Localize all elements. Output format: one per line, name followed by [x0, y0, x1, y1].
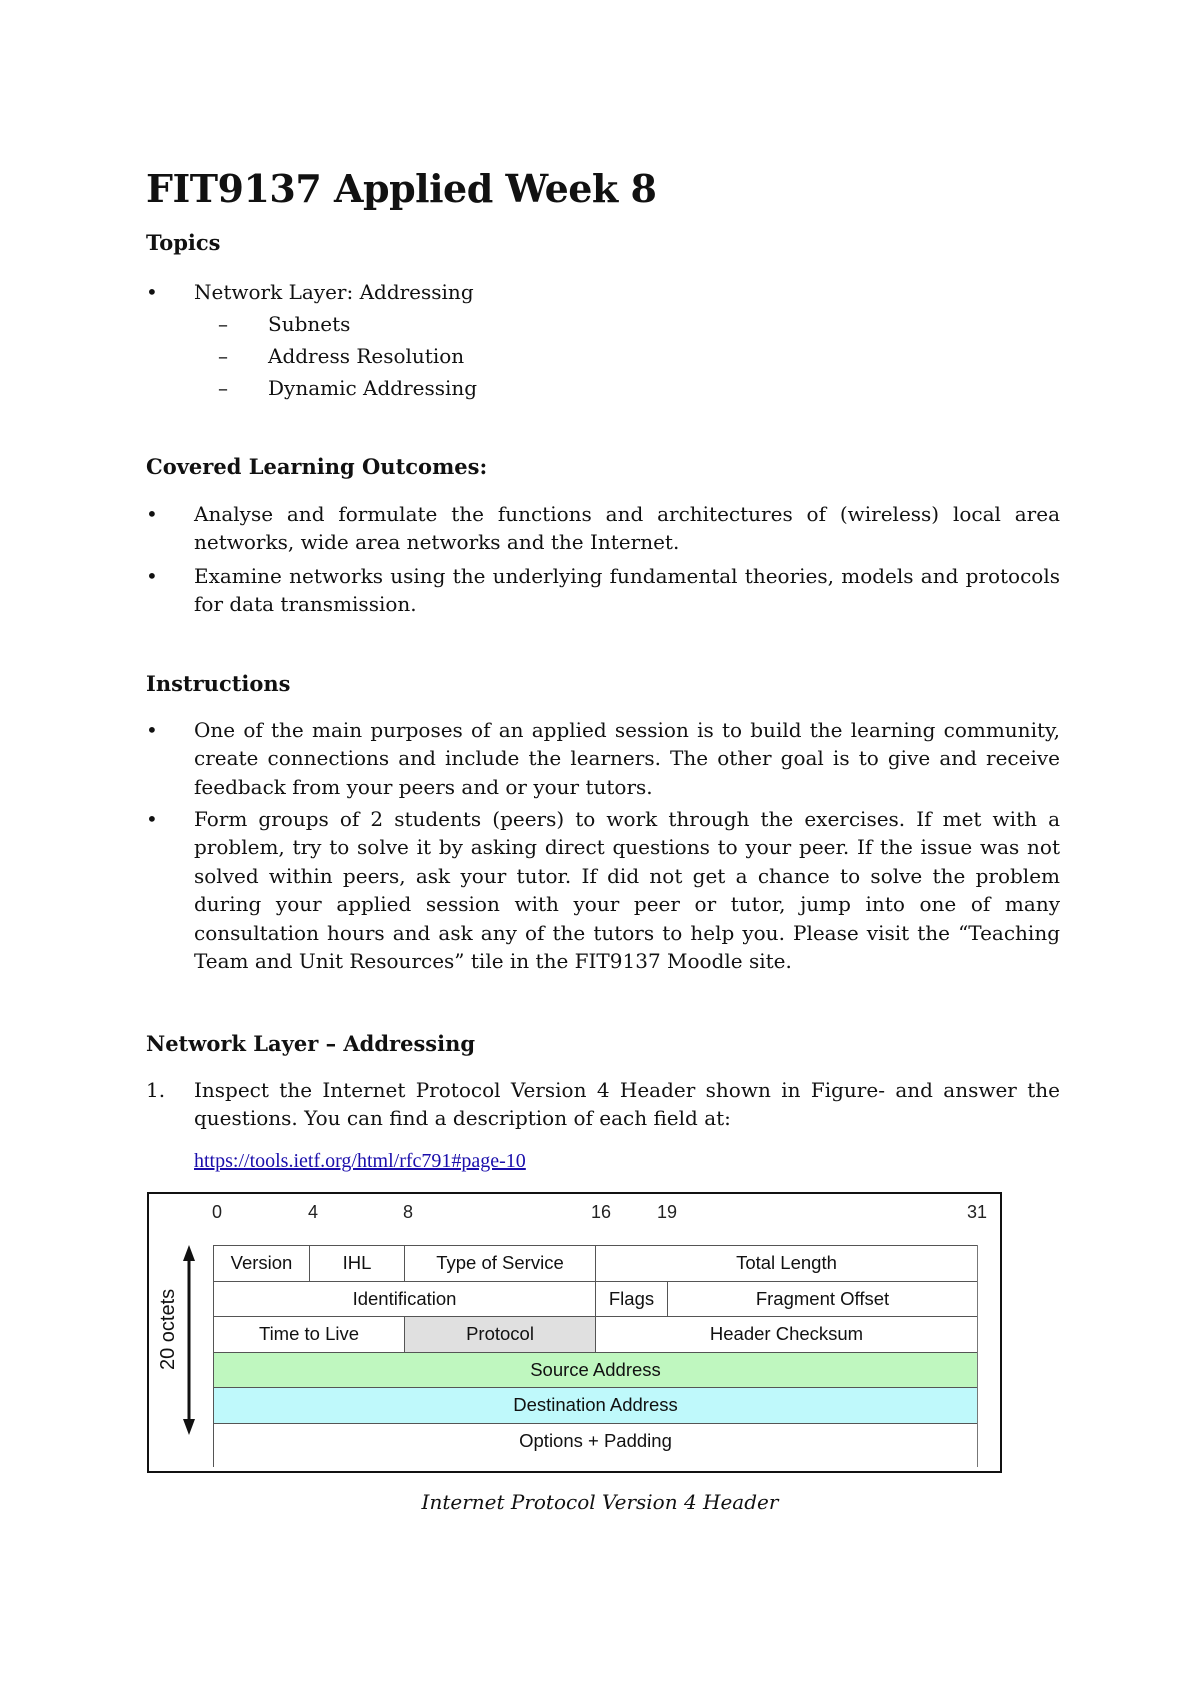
bit-label: 16: [591, 1202, 612, 1222]
instructions-heading: Instructions: [146, 671, 291, 696]
header-row: [214, 1316, 977, 1352]
header-field-grid: [213, 1245, 978, 1467]
header-row: [214, 1387, 977, 1423]
topic-item: • Network Layer: Addressing: [146, 280, 474, 304]
bit-label: 4: [308, 1202, 319, 1222]
topic-subitem: – Subnets: [218, 312, 351, 336]
field-source-address: Source Address: [530, 1358, 661, 1380]
bit-label: 31: [967, 1202, 988, 1222]
field-ihl: IHL: [309, 1246, 404, 1281]
bit-label: 8: [403, 1202, 414, 1222]
learning-outcomes-heading: Covered Learning Outcomes:: [146, 454, 488, 479]
field-protocol: Protocol: [404, 1317, 595, 1352]
field-identification: Identification: [352, 1287, 457, 1309]
field-destination-address: Destination Address: [513, 1394, 678, 1416]
header-row: [214, 1281, 977, 1317]
topics-heading: Topics: [146, 230, 221, 255]
question-number: 1.: [146, 1078, 166, 1102]
header-row: [214, 1423, 977, 1467]
field-header-checksum: Header Checksum: [595, 1317, 977, 1352]
rfc791-link[interactable]: https://tools.ietf.org/html/rfc791#page-10: [194, 1150, 526, 1172]
page-title: FIT9137 Applied Week 8: [146, 166, 657, 211]
bullet-icon: •: [146, 718, 158, 742]
topic-subitem: – Dynamic Addressing: [218, 376, 478, 400]
learning-outcome-item: • Examine networks using the underlying fundamental theories, models and protocols for data transmission.: [146, 564, 1060, 617]
topic-subitem: – Address Resolution: [218, 344, 465, 368]
bit-label: 19: [657, 1202, 678, 1222]
field-total-length: Total Length: [595, 1246, 977, 1281]
question-item: 1. Inspect the Internet Protocol Version 4 Header shown in Figure- and answer the questions. You can find a description of each field at:: [146, 1078, 1060, 1131]
bit-label: 0: [212, 1202, 223, 1222]
bullet-icon: •: [146, 564, 158, 588]
field-time-to-live: Time to Live: [258, 1323, 360, 1345]
field-flags: Flags: [595, 1282, 667, 1317]
header-row: [214, 1352, 977, 1388]
field-type-of-service: Type of Service: [404, 1246, 595, 1281]
instruction-item: • Form groups of 2 students (peers) to work through the exercises. If met with a problem, try to solve it by asking direct questions to your peer. If the issue was not solved within peers, ask your tutor. If did not get a chance to solve the problem during your applied session with your peer or tutor, jump into one of many consultation hours and ask any of the tutors to help you. Please visit the “Teaching Team and Unit Resources” tile in the FIT9137 Moodle site.: [146, 807, 1060, 974]
dash-icon: –: [218, 312, 228, 336]
dash-icon: –: [218, 344, 228, 368]
figure-caption: Internet Protocol Version 4 Header: [421, 1490, 779, 1514]
learning-outcome-item: • Analyse and formulate the functions and architectures of (wireless) local area networks, wide area networks and the Internet.: [146, 502, 1060, 555]
field-fragment-offset: Fragment Offset: [667, 1282, 977, 1317]
instruction-item: • One of the main purposes of an applied session is to build the learning community, create connections and include the learners. The other goal is to give and receive feedback from your peers and or your tutors.: [146, 718, 1060, 799]
bullet-icon: •: [146, 280, 158, 304]
section-heading: Network Layer – Addressing: [146, 1031, 476, 1056]
bullet-icon: •: [146, 807, 158, 831]
field-version: Version: [230, 1252, 293, 1274]
dash-icon: –: [218, 376, 228, 400]
double-arrow-icon: [178, 1245, 200, 1435]
bullet-icon: •: [146, 502, 158, 526]
field-options-padding: Options + Padding: [519, 1429, 672, 1451]
octets-label: 20 octets: [157, 1288, 179, 1370]
header-row: [214, 1245, 977, 1281]
